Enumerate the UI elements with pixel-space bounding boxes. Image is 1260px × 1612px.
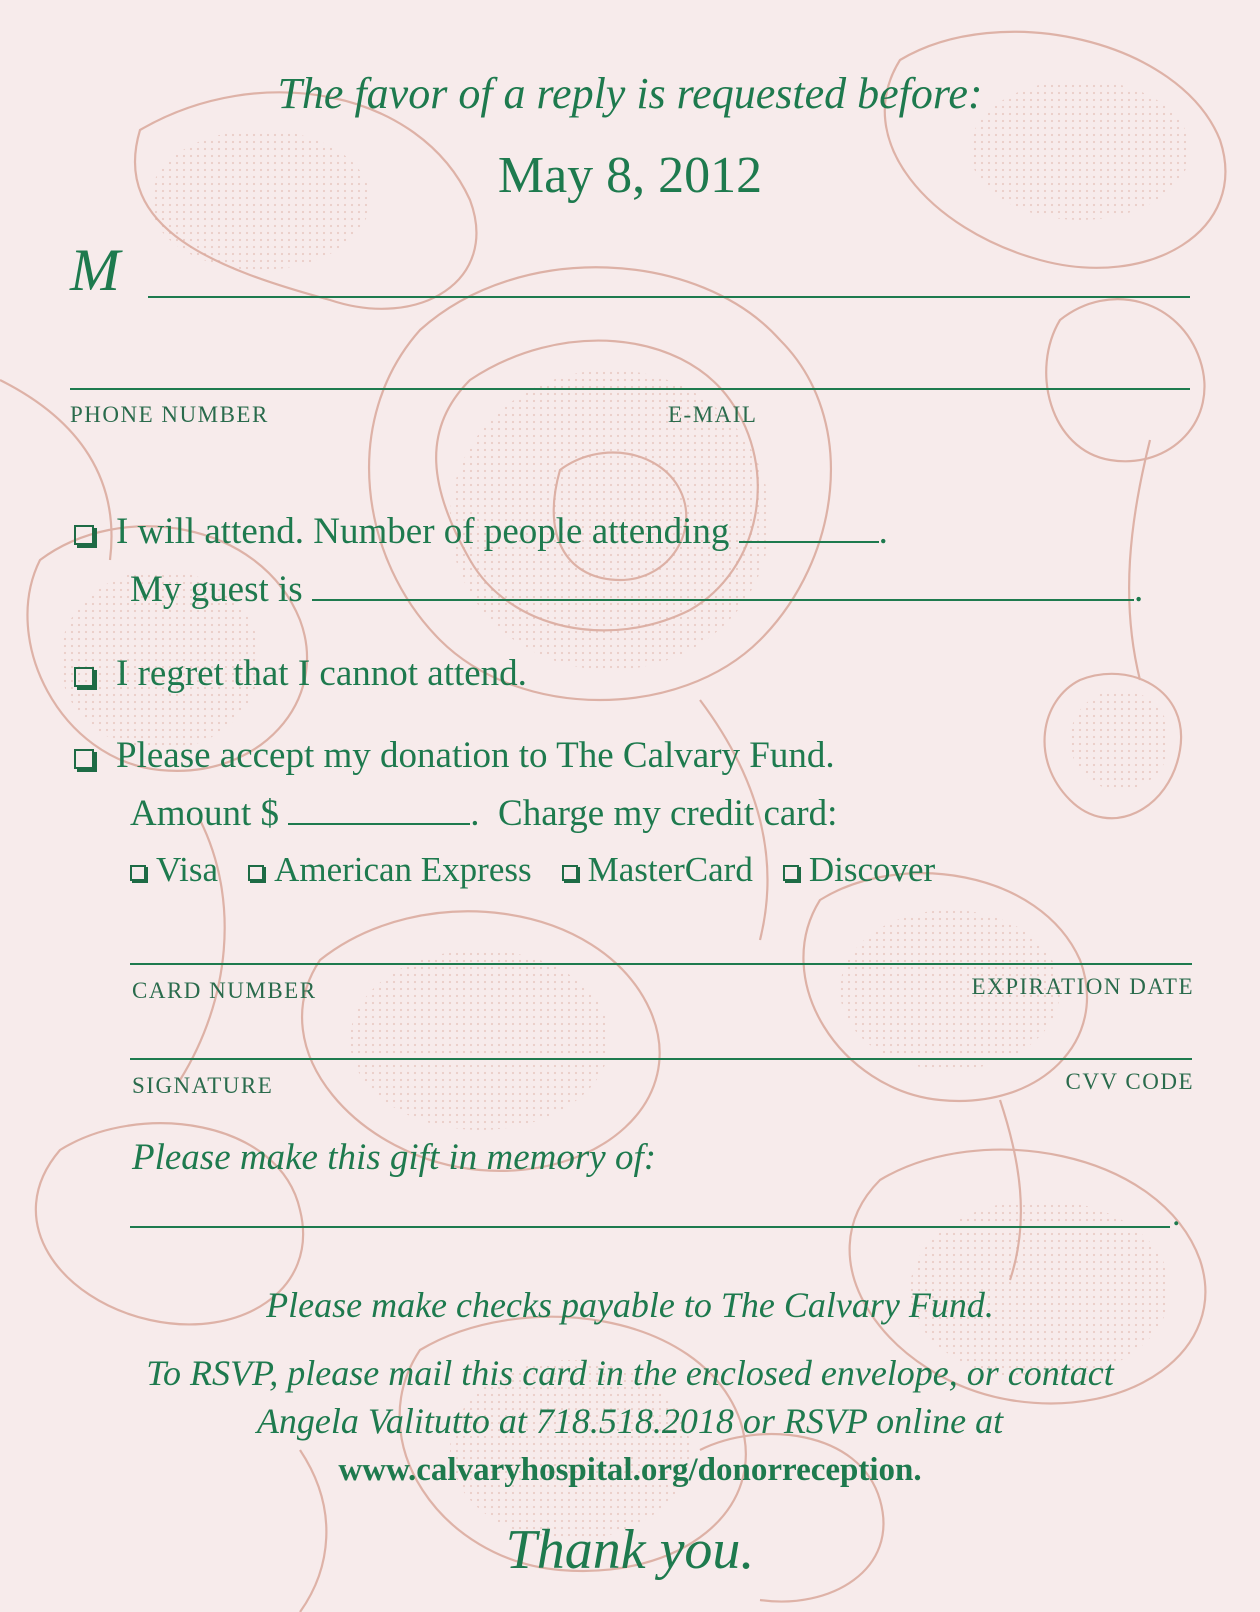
card-option-amex[interactable]: [248, 850, 532, 890]
mastercard-checkbox[interactable]: [562, 865, 578, 881]
amount-label: Amount $: [130, 793, 280, 834]
memory-name-field[interactable]: [130, 1226, 1170, 1228]
donation-option[interactable]: [74, 734, 835, 777]
memory-field-period: .: [1172, 1196, 1181, 1233]
rsvp-instructions-line2: Angela Valitutto at 718.518.2018 or RSVP online at: [256, 1401, 1004, 1441]
name-field[interactable]: [148, 296, 1190, 298]
contact-field-line[interactable]: [70, 388, 1190, 390]
phone-number-label: PHONE NUMBER: [70, 402, 269, 427]
rsvp-url-link[interactable]: www.calvaryhospital.org/donorreception: [338, 1452, 914, 1488]
card-type-label: MasterCard: [587, 850, 753, 889]
rsvp-url-row: www.calvaryhospital.org/donorreception.: [338, 1452, 922, 1488]
card-number-label: CARD NUMBER: [132, 978, 317, 1003]
thank-you: Thank you.: [505, 1519, 755, 1581]
regret-label: I regret that I cannot attend.: [116, 653, 527, 694]
email-label: E-MAIL: [668, 402, 758, 427]
guest-label: My guest is: [130, 569, 303, 610]
attend-checkbox[interactable]: [74, 525, 94, 545]
card-option-discover[interactable]: [783, 850, 935, 890]
memory-label: Please make this gift in memory of:: [132, 1137, 657, 1178]
name-prefix: M: [70, 237, 120, 303]
donation-checkbox[interactable]: [74, 749, 94, 769]
charge-card-label: Charge my credit card:: [498, 793, 838, 834]
attend-option[interactable]: I will attend. Number of people attending .: [74, 510, 888, 553]
regret-checkbox[interactable]: [74, 667, 94, 687]
regret-option[interactable]: [74, 652, 527, 695]
card-option-mastercard[interactable]: [562, 850, 753, 890]
card-number-field[interactable]: [130, 963, 1192, 965]
reply-date: May 8, 2012: [497, 147, 763, 204]
card-type-label: Visa: [156, 850, 219, 889]
reply-request-text: The favor of a reply is requested before:: [277, 69, 983, 118]
amount-field[interactable]: [288, 823, 470, 825]
signature-field[interactable]: [130, 1058, 1192, 1060]
attendee-count-field[interactable]: [739, 541, 879, 543]
guest-name-field[interactable]: [312, 599, 1134, 601]
amount-row: Amount $ . Charge my credit card:: [130, 793, 838, 834]
discover-checkbox[interactable]: [783, 865, 799, 881]
signature-label: SIGNATURE: [132, 1073, 274, 1098]
card-type-label: Discover: [808, 850, 936, 889]
card-option-visa[interactable]: [130, 850, 218, 890]
card-type-label: American Express: [274, 850, 532, 889]
guest-row: My guest is .: [130, 569, 1144, 610]
expiration-date-label: EXPIRATION DATE: [971, 974, 1194, 999]
visa-checkbox[interactable]: [130, 865, 146, 881]
rsvp-instructions-line1: To RSVP, please mail this card in the enclosed envelope, or contact: [146, 1353, 1114, 1393]
donation-label: Please accept my donation to The Calvary Fund.: [116, 735, 835, 776]
attend-label: I will attend. Number of people attending: [116, 511, 730, 552]
cvv-code-label: CVV CODE: [1065, 1069, 1194, 1094]
card-type-options: [130, 850, 935, 890]
checks-note: Please make checks payable to The Calvary Fund.: [266, 1285, 994, 1325]
amex-checkbox[interactable]: [248, 865, 264, 881]
